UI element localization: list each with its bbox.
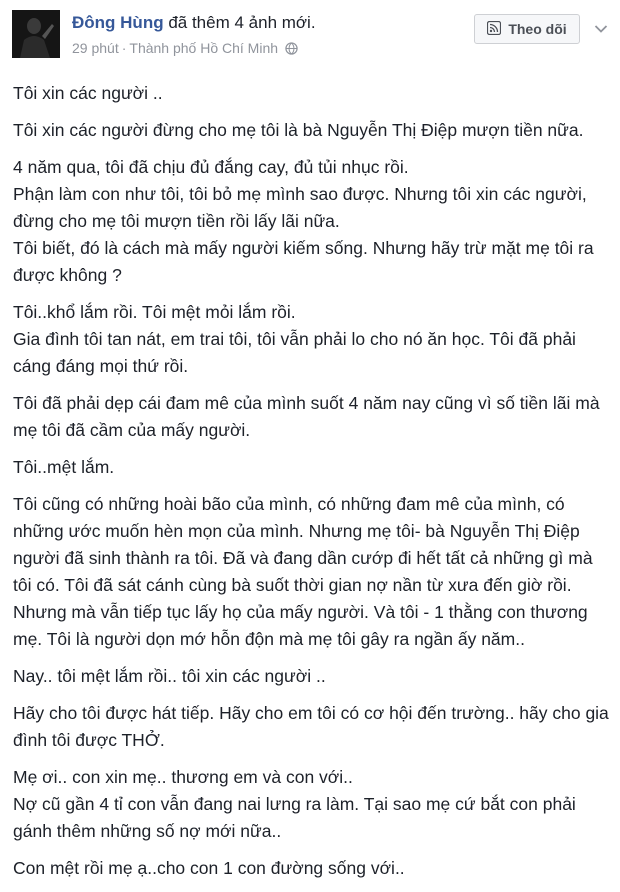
post-paragraph: Tôi xin các người .. [13, 83, 163, 103]
post-paragraph: Tôi xin các người đừng cho mẹ tôi là bà Nguyễn Thị Điệp mượn tiền nữa. [13, 120, 584, 140]
chevron-down-icon[interactable] [590, 18, 612, 40]
post-paragraph: Con mệt rồi mẹ ạ..cho con 1 con đường sống với.. [13, 858, 405, 878]
follow-label: Theo dõi [508, 21, 567, 37]
author-line [72, 13, 316, 33]
post-paragraph: Tôi đã phải dẹp cái đam mê của mình suốt 4 năm nay cũng vì số tiền lãi mà mẹ tôi đã cầm của mấy người. [13, 393, 600, 440]
globe-icon [285, 41, 298, 59]
post-paragraph: 4 năm qua, tôi đã chịu đủ đắng cay, đủ tủi nhục rồi. Phận làm con như tôi, tôi bỏ mẹ mình sao được. Nhưng tôi xin các người, đừng cho mẹ tôi mượn tiền rồi lấy lãi nữa. Tôi biết, đó là cách mà mấy người kiếm sống. Nhưng hãy trừ mặt mẹ tôi ra được không ? [13, 157, 594, 285]
post-meta [72, 39, 298, 59]
meta-separator: · [121, 40, 127, 56]
post-paragraph: Nay.. tôi mệt lắm rồi.. tôi xin các người .. [13, 666, 326, 686]
author-name[interactable]: Đông Hùng [72, 13, 164, 32]
rss-icon [487, 21, 501, 38]
post-paragraph: Tôi cũng có những hoài bão của mình, có những đam mê của mình, có những ước muốn hèn mọn của mình. Nhưng mẹ tôi- bà Nguyễn Thị Điệp người đã sinh thành ra tôi. Đã và đang dần cướp đi hết tất cả những gì mà tôi có. Tôi đã sát cánh cùng bà suốt thời gian nợ nần từ xưa đến giờ rồi. Nhưng mà vẫn tiếp tục lấy họ của mấy người. Và tôi - 1 thằng con thương mẹ. Tôi là người dọn mớ hỗn độn mà mẹ tôi gây ra ngần ấy năm.. [13, 494, 593, 649]
post-location[interactable]: Thành phố Hồ Chí Minh [129, 40, 279, 56]
post-time[interactable]: 29 phút [72, 40, 119, 56]
post-paragraph: Tôi..mệt lắm. [13, 457, 115, 477]
post-body [13, 80, 615, 892]
post-header [0, 0, 620, 64]
follow-button[interactable] [474, 14, 580, 44]
post-paragraph: Mẹ ơi.. con xin mẹ.. thương em và con với.. Nợ cũ gần 4 tỉ con vẫn đang nai lưng ra làm. Tại sao mẹ cứ bắt con phải gánh thêm những số nợ mới nữa.. [13, 767, 576, 841]
post-action: đã thêm 4 ảnh mới. [168, 13, 316, 32]
avatar[interactable] [12, 10, 60, 58]
post-paragraph: Hãy cho tôi được hát tiếp. Hãy cho em tôi có cơ hội đến trường.. hãy cho gia đình tôi được THỞ. [13, 703, 609, 750]
post-paragraph: Tôi..khổ lắm rồi. Tôi mệt mỏi lắm rồi. Gia đình tôi tan nát, em trai tôi, tôi vẫn phải lo cho nó ăn học. Tôi đã phải cáng đáng mọi thứ rồi. [13, 302, 576, 376]
